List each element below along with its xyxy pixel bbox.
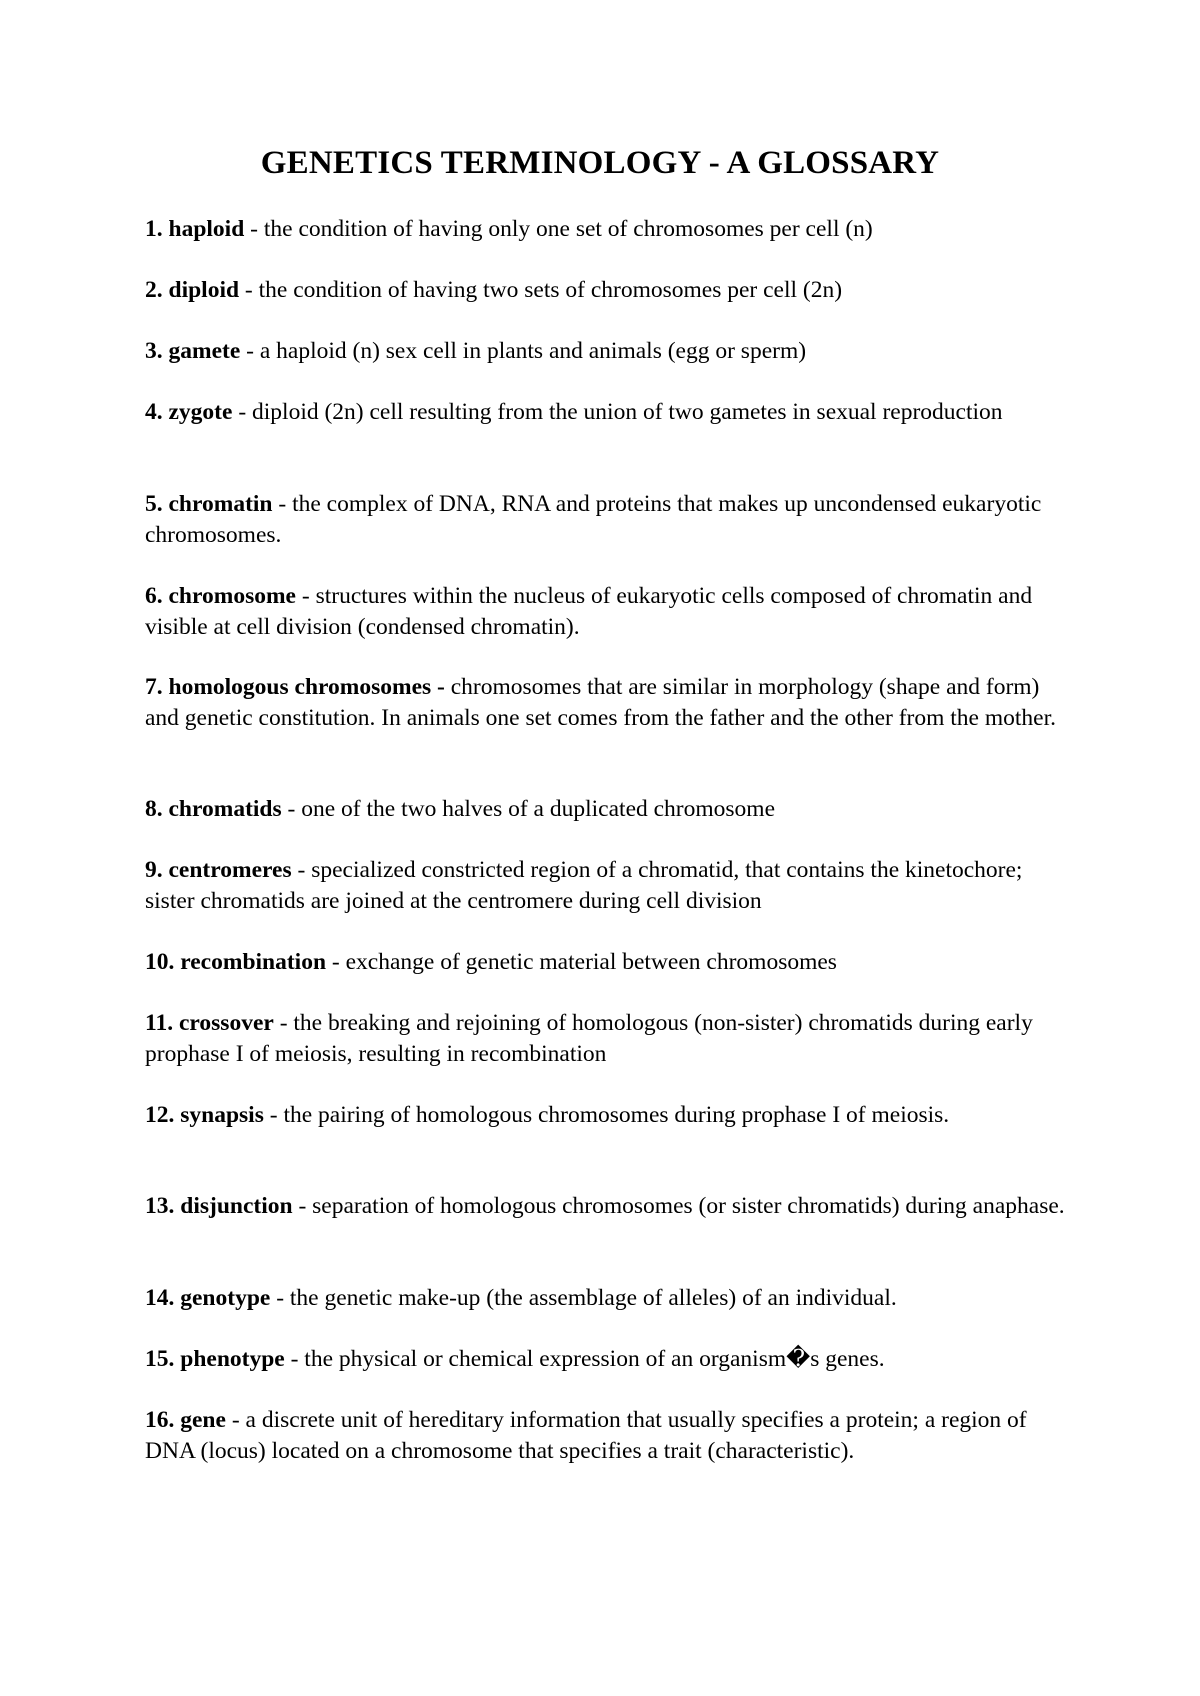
entry-separator: - <box>326 949 346 975</box>
entry-separator: - <box>281 796 302 822</box>
entry-definition: the breaking and rejoining of homologous (non-sister) chromatids during early prophase I of meiosis, resulting in recombination <box>145 1010 1033 1067</box>
entry-term: 6. chromosome <box>145 583 296 609</box>
glossary-entry-chromatids <box>145 794 1075 825</box>
glossary-entry-synapsis <box>145 1100 1075 1131</box>
entry-separator: - <box>295 583 316 609</box>
entry-definition: the pairing of homologous chromosomes during prophase I of meiosis. <box>283 1102 950 1128</box>
entry-definition: chromosomes that are similar in morphology (shape and form) and genetic constitution. In animals one set comes from the father and the other from the mother. <box>145 674 1057 731</box>
glossary-entry-homologous-chromosomes <box>145 672 1075 734</box>
glossary-entry-gamete <box>145 336 1075 367</box>
entry-definition: the complex of DNA, RNA and proteins that makes up uncondensed eukaryotic chromosomes. <box>145 491 1042 548</box>
entry-separator: - <box>263 1102 284 1128</box>
entry-separator: - <box>270 1285 290 1311</box>
page-title: GENETICS TERMINOLOGY - A GLOSSARY <box>260 145 940 181</box>
entry-term: 1. haploid <box>145 216 245 242</box>
entry-separator: - <box>292 1193 313 1219</box>
entry-separator: - <box>225 1407 246 1433</box>
entry-separator: - <box>232 399 253 425</box>
entry-term: 16. gene <box>145 1407 226 1433</box>
entry-term: 5. chromatin <box>145 491 273 517</box>
entry-separator: - <box>291 857 312 883</box>
entry-definition: specialized constricted region of a chromatid, that contains the kinetochore; sister chromatids are joined at the centromere during cell division <box>145 857 1023 914</box>
glossary-entry-gene <box>145 1405 1075 1467</box>
entry-term: 9. centromeres <box>145 857 292 883</box>
entry-separator: - <box>239 277 259 303</box>
entry-definition: the condition of having two sets of chromosomes per cell (2n) <box>258 277 843 303</box>
entry-definition: one of the two halves of a duplicated chromosome <box>301 796 776 822</box>
glossary-entry-haploid <box>145 214 1075 245</box>
entry-definition: the physical or chemical expression of an organism�s genes. <box>304 1346 885 1372</box>
entry-definition: separation of homologous chromosomes (or sister chromatids) during anaphase. <box>312 1193 1065 1219</box>
entry-term: 7. homologous chromosomes - <box>145 674 445 700</box>
entry-separator: - <box>273 1010 294 1036</box>
entry-term: 2. diploid <box>145 277 240 303</box>
entry-separator: - <box>244 216 264 242</box>
entry-term: 14. genotype <box>145 1285 271 1311</box>
glossary-entry-chromatin <box>145 489 1075 551</box>
glossary-entry-disjunction <box>145 1191 1075 1222</box>
entry-term: 13. disjunction <box>145 1193 293 1219</box>
glossary-entry-phenotype <box>145 1344 1075 1375</box>
entry-term: 15. phenotype <box>145 1346 285 1372</box>
entry-term: 10. recombination <box>145 949 327 975</box>
entry-definition: a discrete unit of hereditary information that usually specifies a protein; a region of DNA (locus) located on a chromosome that specifies a trait (characteristic). <box>145 1407 1027 1464</box>
entry-definition: a haploid (n) sex cell in plants and animals (egg or sperm) <box>259 338 807 364</box>
glossary-entry-centromeres <box>145 855 1075 917</box>
entry-definition: exchange of genetic material between chromosomes <box>345 949 837 975</box>
glossary-entry-chromosome <box>145 581 1075 643</box>
entry-definition: structures within the nucleus of eukaryotic cells composed of chromatin and visible at cell division (condensed chromatin). <box>145 583 1033 640</box>
entry-term: 11. crossover <box>145 1010 274 1036</box>
entry-separator: - <box>272 491 293 517</box>
entry-definition: diploid (2n) cell resulting from the union of two gametes in sexual reproduction <box>252 399 1003 425</box>
glossary-entry-recombination <box>145 947 1075 978</box>
glossary-entry-zygote <box>145 397 1075 428</box>
glossary-entry-crossover <box>145 1008 1075 1070</box>
entry-separator: - <box>240 338 260 364</box>
glossary-entry-genotype <box>145 1283 1075 1314</box>
entry-definition: the condition of having only one set of chromosomes per cell (n) <box>263 216 873 242</box>
glossary-entry-diploid <box>145 275 1075 306</box>
entry-term: 12. synapsis <box>145 1102 264 1128</box>
entry-definition: the genetic make-up (the assemblage of alleles) of an individual. <box>289 1285 897 1311</box>
entry-term: 4. zygote <box>145 399 233 425</box>
entry-separator: - <box>284 1346 305 1372</box>
entry-term: 8. chromatids <box>145 796 282 822</box>
entry-term: 3. gamete <box>145 338 241 364</box>
